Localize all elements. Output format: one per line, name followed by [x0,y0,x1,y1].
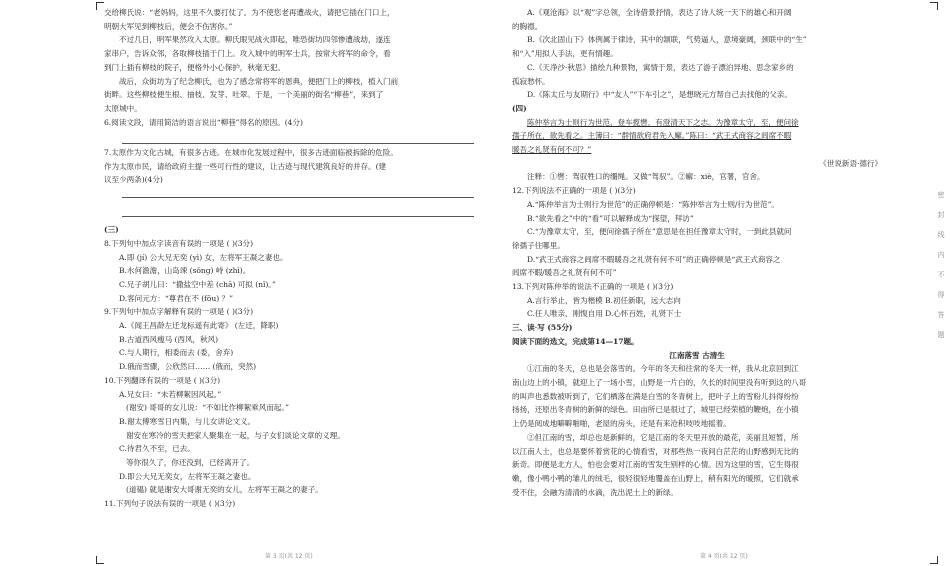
option-c: C.《天净沙·秋思》描绘九种景物，寓情于景，表达了游子漂泊异地、思念家乡的 [527,62,794,72]
option-b: B.“欲先看之”中的“看”可以解释成为“探望，拜访” [527,213,694,223]
option-a: A.兄女曰：“未若柳絮因风起。” [119,389,222,399]
question-10: 10.下列翻译有误的一项是 ( )(3分) [104,375,221,385]
right-page [502,0,950,566]
option-d: D.“武王式商容之闾席不暇暖吾之礼贤有何不可”的正确停顿是“武王式商容之 [527,254,781,264]
classical-passage: 孺子所在，欲先看之。主簿曰：“群情欲府君先入廨。”陈曰：“武王式商容之闾席不暇 [512,131,792,141]
question-9: 9.下列句中加点字解释有误的一项是 ( )(3分) [104,307,254,317]
answer-line-q6[interactable] [122,143,474,144]
option-d: D.俄而雪骤，公欣然曰…… (俄而，突然) [119,362,257,372]
translation: (道韫) 就是谢安大哥谢无奕的女儿，左将军王凝之的妻子。 [126,485,323,495]
text-line: 交给柳氏说：“老妈妈，这里不久要打仗了。为不使您老再遭战火，请把它插在门口上， [104,8,395,17]
text-line: 议至少两条)(4分) [104,175,163,185]
section-heading-read-write: 三、读·写 (55分) [512,323,573,333]
classical-passage: 陈仲举言为士则行为世范，登车揽辔，有澄清天下之志。为豫章太守，至，便问徐 [527,117,799,127]
right-page-text [512,6,882,499]
option-a: A.《观沧海》以“观”字总领，全诗借景抒情，表达了诗人统一天下的雄心和开阔 [527,8,792,17]
text-line: 家串户，告诉众邻，各取柳枝插于门上。攻入城中的明军士兵，按常大将军的命令，看 [104,49,391,59]
option-b: B.水何澹澹，山岛竦 (sǒng) 峙 (zhì)。 [119,266,251,276]
text-line: 的胸襟。 [512,21,543,31]
passage-source: 《世说新语·德行》 [819,158,882,168]
translation: (谢安) 哥哥的女儿说：“不如比作柳絮乘风而起。” [126,403,289,413]
question-6: 6.阅读文段，请用简洁的语言说出“柳巷”得名的原因。(4分) [104,117,303,127]
classical-passage: 暖吾之礼贤有何不可？” [512,145,592,155]
text-line: 南山边上的小镇，就迎上了一场小雪，山野是一片白的，久长的时间里没有听到这的八哥 [512,377,807,387]
question-8: 8.下列句中加点字读音有误的一项是 ( )(3分) [104,238,254,248]
answer-line-q7-2[interactable] [122,216,474,217]
text-line: 孤寂愁怀。 [512,76,550,86]
translation: 等你很久了，你还没到，已经离开了。 [126,458,255,468]
text-line: 嫩，像小鸭小鸭的雏儿的绒毛，很轻很轻地覆盖在山野上，稍有阳光的暖照，它们就承 [512,473,799,483]
question-11: 11.下列句子说法有误的一项是 ( )(3分) [104,499,236,509]
text-line: 到门上插有柳枝的院子，便格外小心保护，秋毫无犯。 [104,62,286,72]
text-line: 作为太原市民，请给政府主提一些可行性的建议，让古迹与现代建筑良好的并存。(建 [104,161,387,171]
option-b: B.《次北固山下》体例属于律诗，其中的颔联，气势逼人，意境豪阔，颈联中的“生” [527,35,807,45]
option-d: D.即公大兄无奕女，左将军王凝之妻也。 [119,471,256,481]
text-line: 的叫声也悉数被听到了，它们栖落在满是白雪的冬青树上，把叶子上的雪粉儿抖得纷纷 [512,391,799,401]
text-line: 街畔。这些柳枝便生根、抽枝、发芽、吐翠。于是，一个美丽的街名“柳巷”，来到了 [104,90,384,100]
option-c: C.兄子胡儿曰：“撒盐空中差 (chā) 可拟 (nǐ)。” [119,279,276,289]
option-c: C.与人期行，相委而去 (委，舍弃) [119,348,234,358]
option-d: D.《陈太丘与友期行》中“友人”“下车引之”，是想晓元方帮自己去找他的父亲。 [527,90,792,100]
option-a: A.“陈仲举言为士则行为世范”的正确停顿是：“陈仲举言为士则/行为世范”。 [527,199,779,209]
text-line: 受不住，会融为清清的水滴，洗出泥土上的新绿。 [512,487,678,497]
option-a: A.即 (jí) 公大兄无奕 (yì) 女，左将军王凝之妻也。 [119,252,288,262]
section-heading-3: (三) [104,225,119,235]
essay-paragraph-1: ①江南的冬天，总也是会落雪的。今年的冬天和往常的冬天一样，我从北京回到江 [527,364,799,374]
reading-instruction: 阅读下面的选文，完成第14—17题。 [512,336,639,346]
text-line: 新奇。即便是北方人，怕也会要对江南的雪发生别样的心情。因为这里的雪，它生得很 [512,460,799,470]
text-line: 战后，众街坊为了纪念柳氏，也为了感念常将军的恩典，便把门上的柳枝，植入门前 [119,76,399,86]
option-c: C.待君久不至，已去。 [119,444,195,454]
left-page-text [104,6,474,511]
option-d: D.客问元方：“尊君在不 (fǒu) ？” [119,293,233,303]
text-line: 闾席不暇/暖吾之礼贤有何不可” [512,268,617,278]
page-footer: 第 4 页(共 12 页) [700,553,748,560]
essay-title: 江南落雪 古清生 [669,350,725,360]
question-12: 12.下列说法不正确的一项是 ( )(3分) [512,186,636,196]
text-line: 以江南人士，也总是要怀着赏花的心情看雪，对那些热一夜间白茫茫的山野感到无比的 [512,446,799,456]
option-b: B.古道西风瘦马 (西风，秋风) [119,334,219,344]
binding-margin-text: 密 封 线 内 不 得 答 题 [937,191,945,339]
option-b: B.谢太傅寒雪日内集，与儿女讲论文义。 [119,416,256,426]
annotation: 注释：①辔：驾驭牲口的缰绳。又做“驾驭”。②廨：xiè，官署，官舍。 [527,172,765,182]
options-cd: C.任人唯亲，刚愎自用 D.心怀百姓，礼贤下士 [527,309,682,319]
text-line: 扬扬，还原出冬青树的新鲜的绿色。田亩所已是很过了，城里已经荣植的鞭炮，在小镇 [512,405,799,415]
text-line: 不过几日，明军果然攻入太原。柳氏眼见战火即起，唯恐街坊四邻惨遭战劫，遂连 [119,35,391,45]
text-line: 上仍是阅成地噼噼啪啪，老屋的房头，还是有来沧积吱吱地摇着。 [512,419,731,429]
option-c: C.“为豫章太守，至，便问徐孺子所在”意思是在担任豫章太守时，一到此县就问 [527,227,792,237]
options-ab: A.言行举止，皆为楷模 B.初任新职，远大志向 [527,295,681,305]
answer-line-q7-1[interactable] [122,197,474,198]
translation: 谢安在寒冷的雪天把家人聚集在一起，与子女们谈论文章的义理。 [126,430,345,440]
option-a: A.《闻王昌龄左迁龙标遥有此寄》 (左迁，降职) [119,321,279,331]
section-heading-4: (四) [512,103,527,113]
text-line: 和“入”用拟人手法，更有情趣。 [512,49,618,59]
text-line: 太原城中。 [104,103,142,113]
question-7: 7.太原作为文化古城，有很多古迹。在城市化发展过程中，很多古迹面临被拆除的危险。 [104,148,398,158]
text-line: 徐孺子住哪里。 [512,240,565,250]
page-footer: 第 3 页(共 12 页) [265,553,313,560]
question-13: 13.下列对陈仲举的说法不正确的一项是 ( )(3分) [512,282,674,292]
text-line: 明朝大军见到柳枝后，便会不伤害你。” [104,21,233,31]
essay-paragraph-2: ②但江南的雪，却总也是新鲜的，它是江南的冬天里开放的最花，美丽且短暂，所 [527,432,799,442]
